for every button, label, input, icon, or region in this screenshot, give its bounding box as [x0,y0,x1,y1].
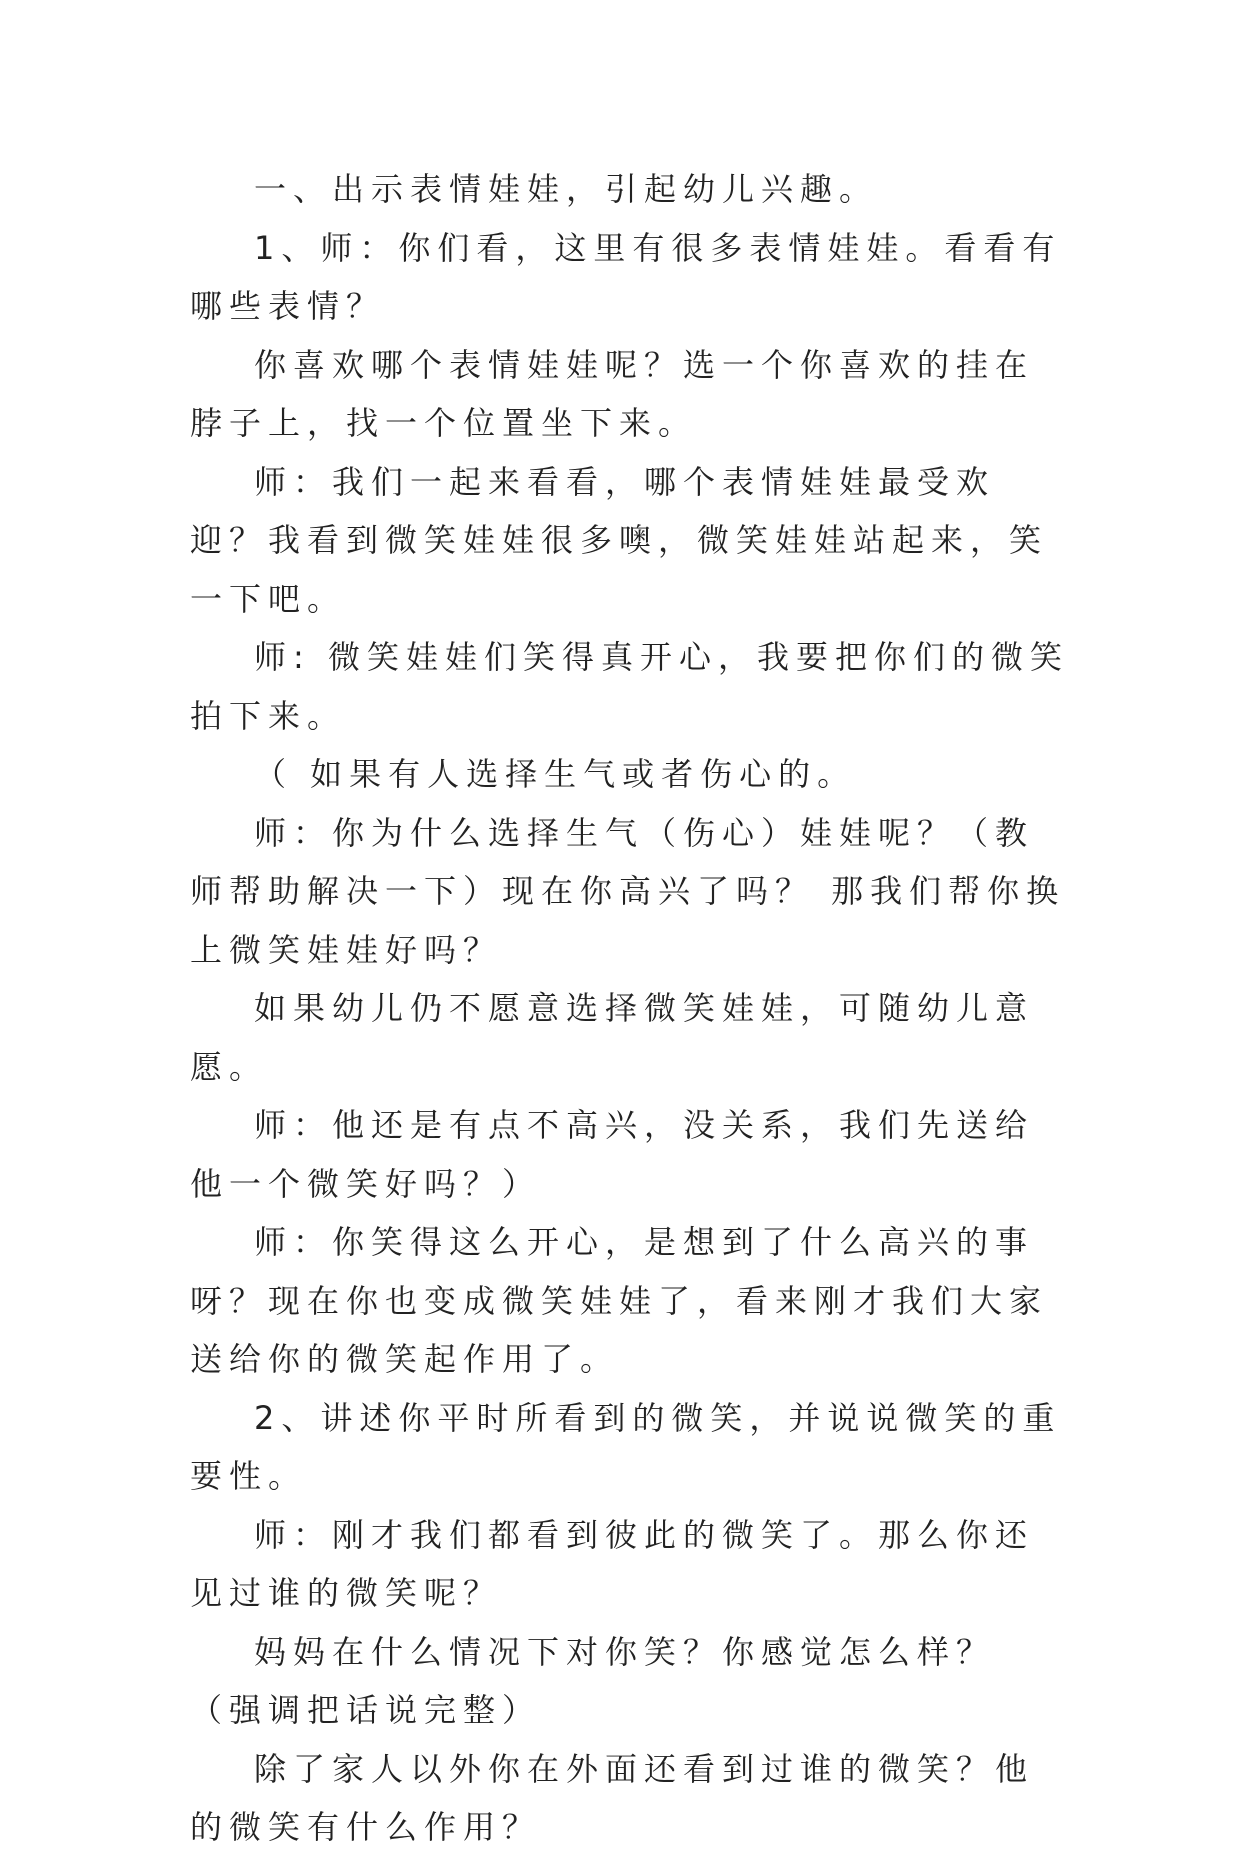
paragraph: 师：我们一起来看看，哪个表情娃娃最受欢迎？我看到微笑娃娃很多噢，微笑娃娃站起来，笑一下吧。 [190,462,1049,618]
paragraph: 师：你笑得这么开心，是想到了什么高兴的事呀？现在你也变成微笑娃娃了，看来刚才我们大家送给你的微笑起作用了。 [190,1223,1049,1378]
paragraph: 师: 微笑娃娃们笑得真开心，我要把你们的微笑拍下来。 [190,638,1069,735]
paragraph: 如果幼儿仍不愿意选择微笑娃娃，可随幼儿意愿。 [190,989,1035,1086]
paragraph: 除了家人以外你在外面还看到过谁的微笑？他的微笑有什么作用？ [190,1749,1035,1846]
paragraph: 妈妈在什么情况下对你笑？你感觉怎么样？（强调把话说完整） [190,1632,996,1729]
paragraph: 你喜欢哪个表情娃娃呢？选一个你喜欢的挂在脖子上，找一个位置坐下来。 [190,345,1035,442]
paragraph: 1、师：你们看，这里有很多表情娃娃。看看有哪些表情？ [190,228,1062,325]
paragraph: 师：刚才我们都看到彼此的微笑了。那么你还见过谁的微笑呢？ [190,1515,1035,1612]
paragraph: 师：他还是有点不高兴，没关系，我们先送给他一个微笑好吗？） [190,1106,1035,1203]
paragraph-heading-1: 一、出示表情娃娃，引起幼儿兴趣。 [254,170,879,208]
paragraph: 师：你为什么选择生气（伤心）娃娃呢？（教师帮助解决一下）现在你高兴了吗？ 那我们帮你换上微笑娃娃好吗？ [190,813,1066,969]
paragraph: （ 如果有人选择生气或者伤心的。 [254,755,857,793]
paragraph-heading-2: 2、讲述你平时所看到的微笑，并说说微笑的重要性。 [190,1398,1062,1495]
document-body [190,160,1070,1857]
